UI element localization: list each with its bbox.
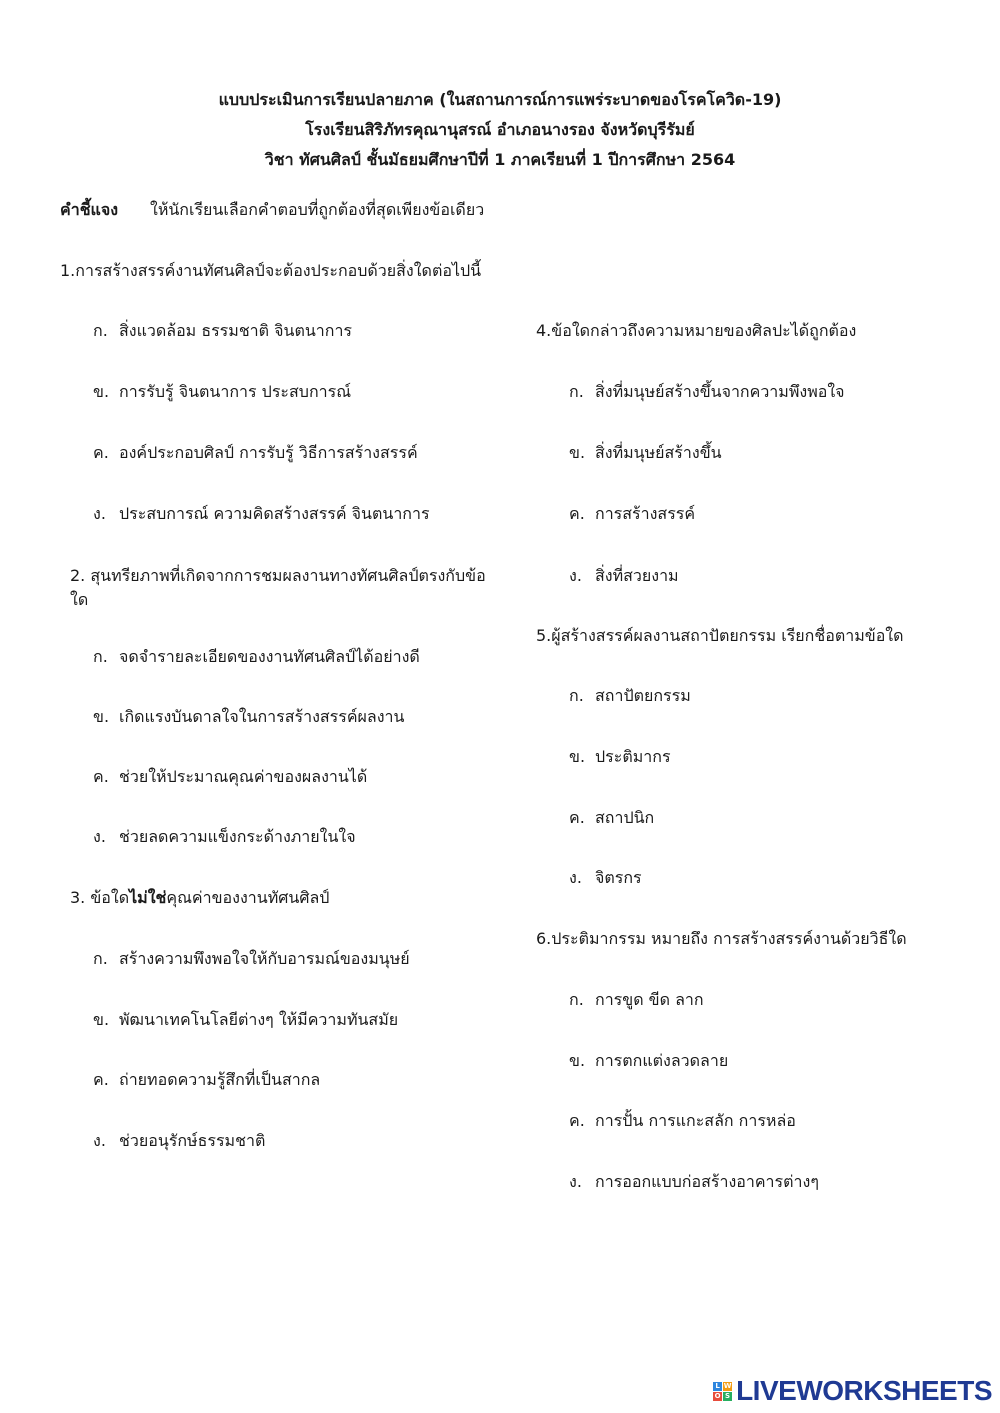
logo-mark-tile: W [723,1381,732,1390]
option-text: ถ่ายทอดความรู้สึกที่เป็นสากล [119,1070,321,1089]
q1-option-d[interactable] [93,502,430,526]
option-letter: ก. [569,382,584,401]
option-letter: ข. [569,1051,586,1070]
option-letter: ง. [569,1172,582,1191]
q6-option-c[interactable] [569,1109,796,1133]
logo-text: LIVEWORKSHEETS [736,1375,992,1406]
option-text: สิ่งที่มนุษย์สร้างขึ้นจากความพึงพอใจ [595,382,845,401]
logo-mark-tile: O [714,1391,721,1400]
option-text: สิ่งที่มนุษย์สร้างขึ้น [595,443,722,462]
question-6: 6.ประติมากรรม หมายถึง การสร้างสรรค์งานด้วยวิธีใด [536,929,907,948]
q5-option-d[interactable] [569,866,642,890]
question-text: สุนทรียภาพที่เกิดจากการชมผลงานทางทัศนศิลป์ตรงกับข้อใด [70,566,486,609]
question-number: 2. [70,566,86,585]
question-2 [70,564,490,612]
q3-option-d[interactable] [93,1129,265,1153]
q4-option-a[interactable] [569,380,845,404]
option-text: ช่วยอนุรักษ์ธรรมชาติ [119,1131,266,1150]
option-letter: ข. [569,747,586,766]
q3-option-c[interactable] [93,1068,320,1092]
option-letter: ค. [93,1070,109,1089]
option-text: การออกแบบก่อสร้างอาคารต่างๆ [595,1172,819,1191]
option-letter: ข. [93,1010,110,1029]
q4-option-d[interactable] [569,564,679,588]
q6-option-d[interactable] [569,1170,819,1194]
option-letter: ง. [93,827,106,846]
logo-mark-icon [713,1382,732,1401]
option-text: จิตรกร [595,868,642,887]
option-text: การสร้างสรรค์ [595,504,696,523]
option-letter: ง. [93,504,106,523]
logo-mark-tile: S [725,1391,731,1400]
option-letter: ค. [569,808,585,827]
q3-option-b[interactable] [93,1008,398,1032]
q6-option-b[interactable] [569,1049,728,1073]
q4-option-c[interactable] [569,502,695,526]
q5-option-c[interactable] [569,806,654,830]
q5-option-b[interactable] [569,745,671,769]
instruction-label: คำชี้แจง [60,200,119,219]
option-text: ประติมากร [595,747,671,766]
question-5: 5.ผู้สร้างสรรค์ผลงานสถาปัตยกรรม เรียกชื่อตามข้อใด [536,626,904,645]
option-text: สิ่งที่สวยงาม [595,566,679,585]
option-text: พัฒนาเทคโนโลยีต่างๆ ให้มีความทันสมัย [119,1010,399,1029]
option-letter: ข. [93,707,110,726]
q5-option-a[interactable] [569,684,691,708]
option-letter: ง. [93,1131,106,1150]
option-text: การปั้น การแกะสลัก การหล่อ [595,1111,796,1130]
instruction [60,198,484,222]
q1-option-c[interactable] [93,441,418,465]
q4-option-b[interactable] [569,441,722,465]
option-letter: ค. [569,504,585,523]
question-text-emphasis: ไม่ใช่ [129,888,167,907]
q6-option-a[interactable] [569,988,704,1012]
option-letter: ง. [569,566,582,585]
option-text: ช่วยให้ประมาณคุณค่าของผลงานได้ [119,767,368,786]
option-text: องค์ประกอบศิลป์ การรับรู้ วิธีการสร้างสรรค์ [119,443,418,462]
option-letter: ง. [569,868,582,887]
question-number: 3. [70,888,86,907]
q2-option-c[interactable] [93,765,367,789]
option-text: ประสบการณ์ ความคิดสร้างสรรค์ จินตนาการ [119,504,430,523]
option-text: การขูด ขีด ลาก [595,990,704,1009]
instruction-text: ให้นักเรียนเลือกคำตอบที่ถูกต้องที่สุดเพียงข้อเดียว [150,200,485,219]
option-letter: ค. [93,767,109,786]
header-school-line: โรงเรียนสิริภัทรคุณานุสรณ์ อำเภอนางรอง จังหวัดบุรีรัมย์ [305,120,695,139]
option-letter: ข. [93,382,110,401]
option-text: การตกแต่งลวดลาย [595,1051,729,1070]
question-3 [70,886,329,910]
header-title-line-1: แบบประเมินการเรียนปลายภาค (ในสถานการณ์การแพร่ระบาดของโรคโควิด-19) [218,90,782,109]
q3-option-a[interactable] [93,947,410,971]
option-text: สถาปัตยกรรม [595,686,691,705]
option-letter: ข. [569,443,586,462]
option-text: เกิดแรงบันดาลใจในการสร้างสรรค์ผลงาน [119,707,405,726]
option-letter: ก. [93,949,108,968]
q1-option-b[interactable] [93,380,351,404]
option-text: สถาปนิก [595,808,655,827]
liveworksheets-logo[interactable] [713,1376,992,1406]
q1-option-a[interactable] [93,319,352,343]
option-text: สิ่งแวดล้อม ธรรมชาติ จินตนาการ [119,321,353,340]
option-text: ช่วยลดความแข็งกระด้างภายในใจ [119,827,356,846]
question-text-before: ข้อใด [90,888,130,907]
q2-option-b[interactable] [93,705,404,729]
q2-option-a[interactable] [93,645,420,669]
option-letter: ก. [569,990,584,1009]
option-text: การรับรู้ จินตนาการ ประสบการณ์ [119,382,352,401]
option-letter: ค. [569,1111,585,1130]
question-4: 4.ข้อใดกล่าวถึงความหมายของศิลปะได้ถูกต้อง [536,321,857,340]
option-letter: ก. [569,686,584,705]
option-text: สร้างความพึงพอใจให้กับอารมณ์ของมนุษย์ [119,949,410,968]
header-subject-line: วิชา ทัศนศิลป์ ชั้นมัธยมศึกษาปีที่ 1 ภาคเรียนที่ 1 ปีการศึกษา 2564 [264,150,736,169]
option-letter: ก. [93,647,108,666]
question-1: 1.การสร้างสรรค์งานทัศนศิลป์จะต้องประกอบด้วยสิ่งใดต่อไปนี้ [60,261,482,280]
logo-mark-tile: L [713,1382,722,1391]
q2-option-d[interactable] [93,825,356,849]
option-text: จดจำรายละเอียดของงานทัศนศิลป์ได้อย่างดี [119,647,420,666]
question-text-after: คุณค่าของงานทัศนศิลป์ [166,888,330,907]
option-letter: ค. [93,443,109,462]
option-letter: ก. [93,321,108,340]
